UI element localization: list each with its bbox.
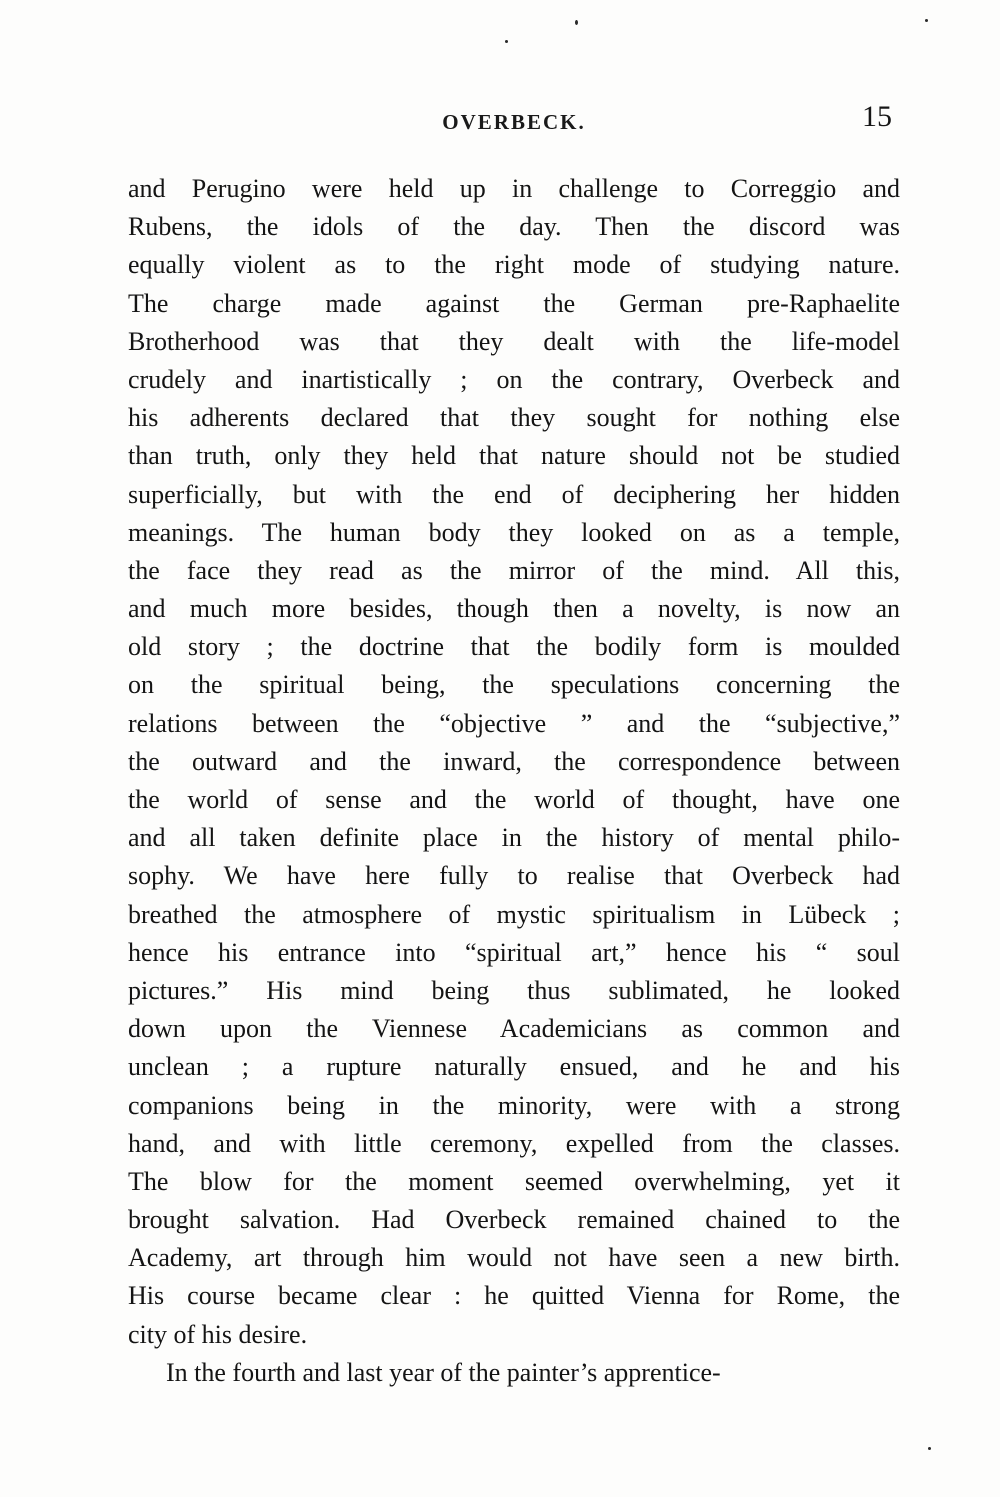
text-line: relations between the “objective ” and the “subjective,” bbox=[128, 708, 900, 738]
scan-speck bbox=[928, 1447, 931, 1450]
text-line: meanings. The human body they looked on as a temple, bbox=[128, 517, 900, 547]
text-line: than truth, only they held that nature should not be studied bbox=[128, 441, 900, 471]
text-line: his adherents declared that they sought for nothing else bbox=[128, 403, 900, 433]
text-line: and Perugino were held up in challenge to Correggio and bbox=[128, 174, 900, 203]
scan-speck bbox=[925, 19, 928, 22]
text-line: His course became clear : he quitted Vienna for Rome, the bbox=[128, 1281, 900, 1311]
text-line: hence his entrance into “spiritual art,” hence his “ soul bbox=[128, 937, 900, 967]
text-line: companions being in the minority, were with a strong bbox=[128, 1090, 900, 1120]
text-line: on the spiritual being, the speculations concerning the bbox=[128, 670, 900, 700]
text-line: the face they read as the mirror of the mind. All this, bbox=[128, 555, 900, 585]
scan-speck bbox=[505, 40, 508, 43]
text-line: and much more besides, though then a novelty, is now an bbox=[128, 594, 900, 624]
text-line: the world of sense and the world of thought, have one bbox=[128, 785, 900, 814]
text-line: unclean ; a rupture naturally ensued, and he and his bbox=[128, 1052, 900, 1082]
text-line: the outward and the inward, the correspondence between bbox=[128, 746, 900, 776]
text-line: brought salvation. Had Overbeck remained chained to the bbox=[128, 1205, 900, 1235]
body-text bbox=[128, 170, 900, 1392]
text-line: breathed the atmosphere of mystic spiritualism in Lübeck ; bbox=[128, 899, 900, 929]
text-line: equally violent as to the right mode of studying nature. bbox=[128, 250, 900, 280]
text-line: down upon the Viennese Academicians as common and bbox=[128, 1014, 900, 1044]
text-line: The blow for the moment seemed overwhelming, yet it bbox=[128, 1166, 900, 1196]
running-title: OVERBECK. bbox=[442, 110, 586, 134]
scan-speck bbox=[575, 20, 578, 25]
page-header bbox=[128, 100, 900, 144]
text-line: hand, and with little ceremony, expelled from the classes. bbox=[128, 1128, 900, 1158]
text-line: old story ; the doctrine that the bodily form is moulded bbox=[128, 632, 900, 662]
text-line: crudely and inartistically ; on the contrary, Overbeck and bbox=[128, 364, 900, 394]
text-line: superficially, but with the end of deciphering her hidden bbox=[128, 479, 900, 509]
text-line: sophy. We have here fully to realise that Overbeck had bbox=[128, 861, 900, 891]
text-line: Brotherhood was that they dealt with the life-model bbox=[128, 326, 900, 356]
text-line: and all taken definite place in the history of mental philo- bbox=[128, 823, 900, 853]
page-number: 15 bbox=[862, 100, 892, 133]
text-line: pictures.” His mind being thus sublimated, he looked bbox=[128, 975, 900, 1005]
text-line: The charge made against the German pre-Raphaelite bbox=[128, 288, 900, 318]
text-line: city of his desire. bbox=[128, 1319, 308, 1349]
text-line: Rubens, the idols of the day. Then the discord was bbox=[128, 212, 900, 242]
text-line: Academy, art through him would not have seen a new birth. bbox=[128, 1243, 900, 1273]
text-line: In the fourth and last year of the painter’s apprentice- bbox=[166, 1357, 721, 1387]
